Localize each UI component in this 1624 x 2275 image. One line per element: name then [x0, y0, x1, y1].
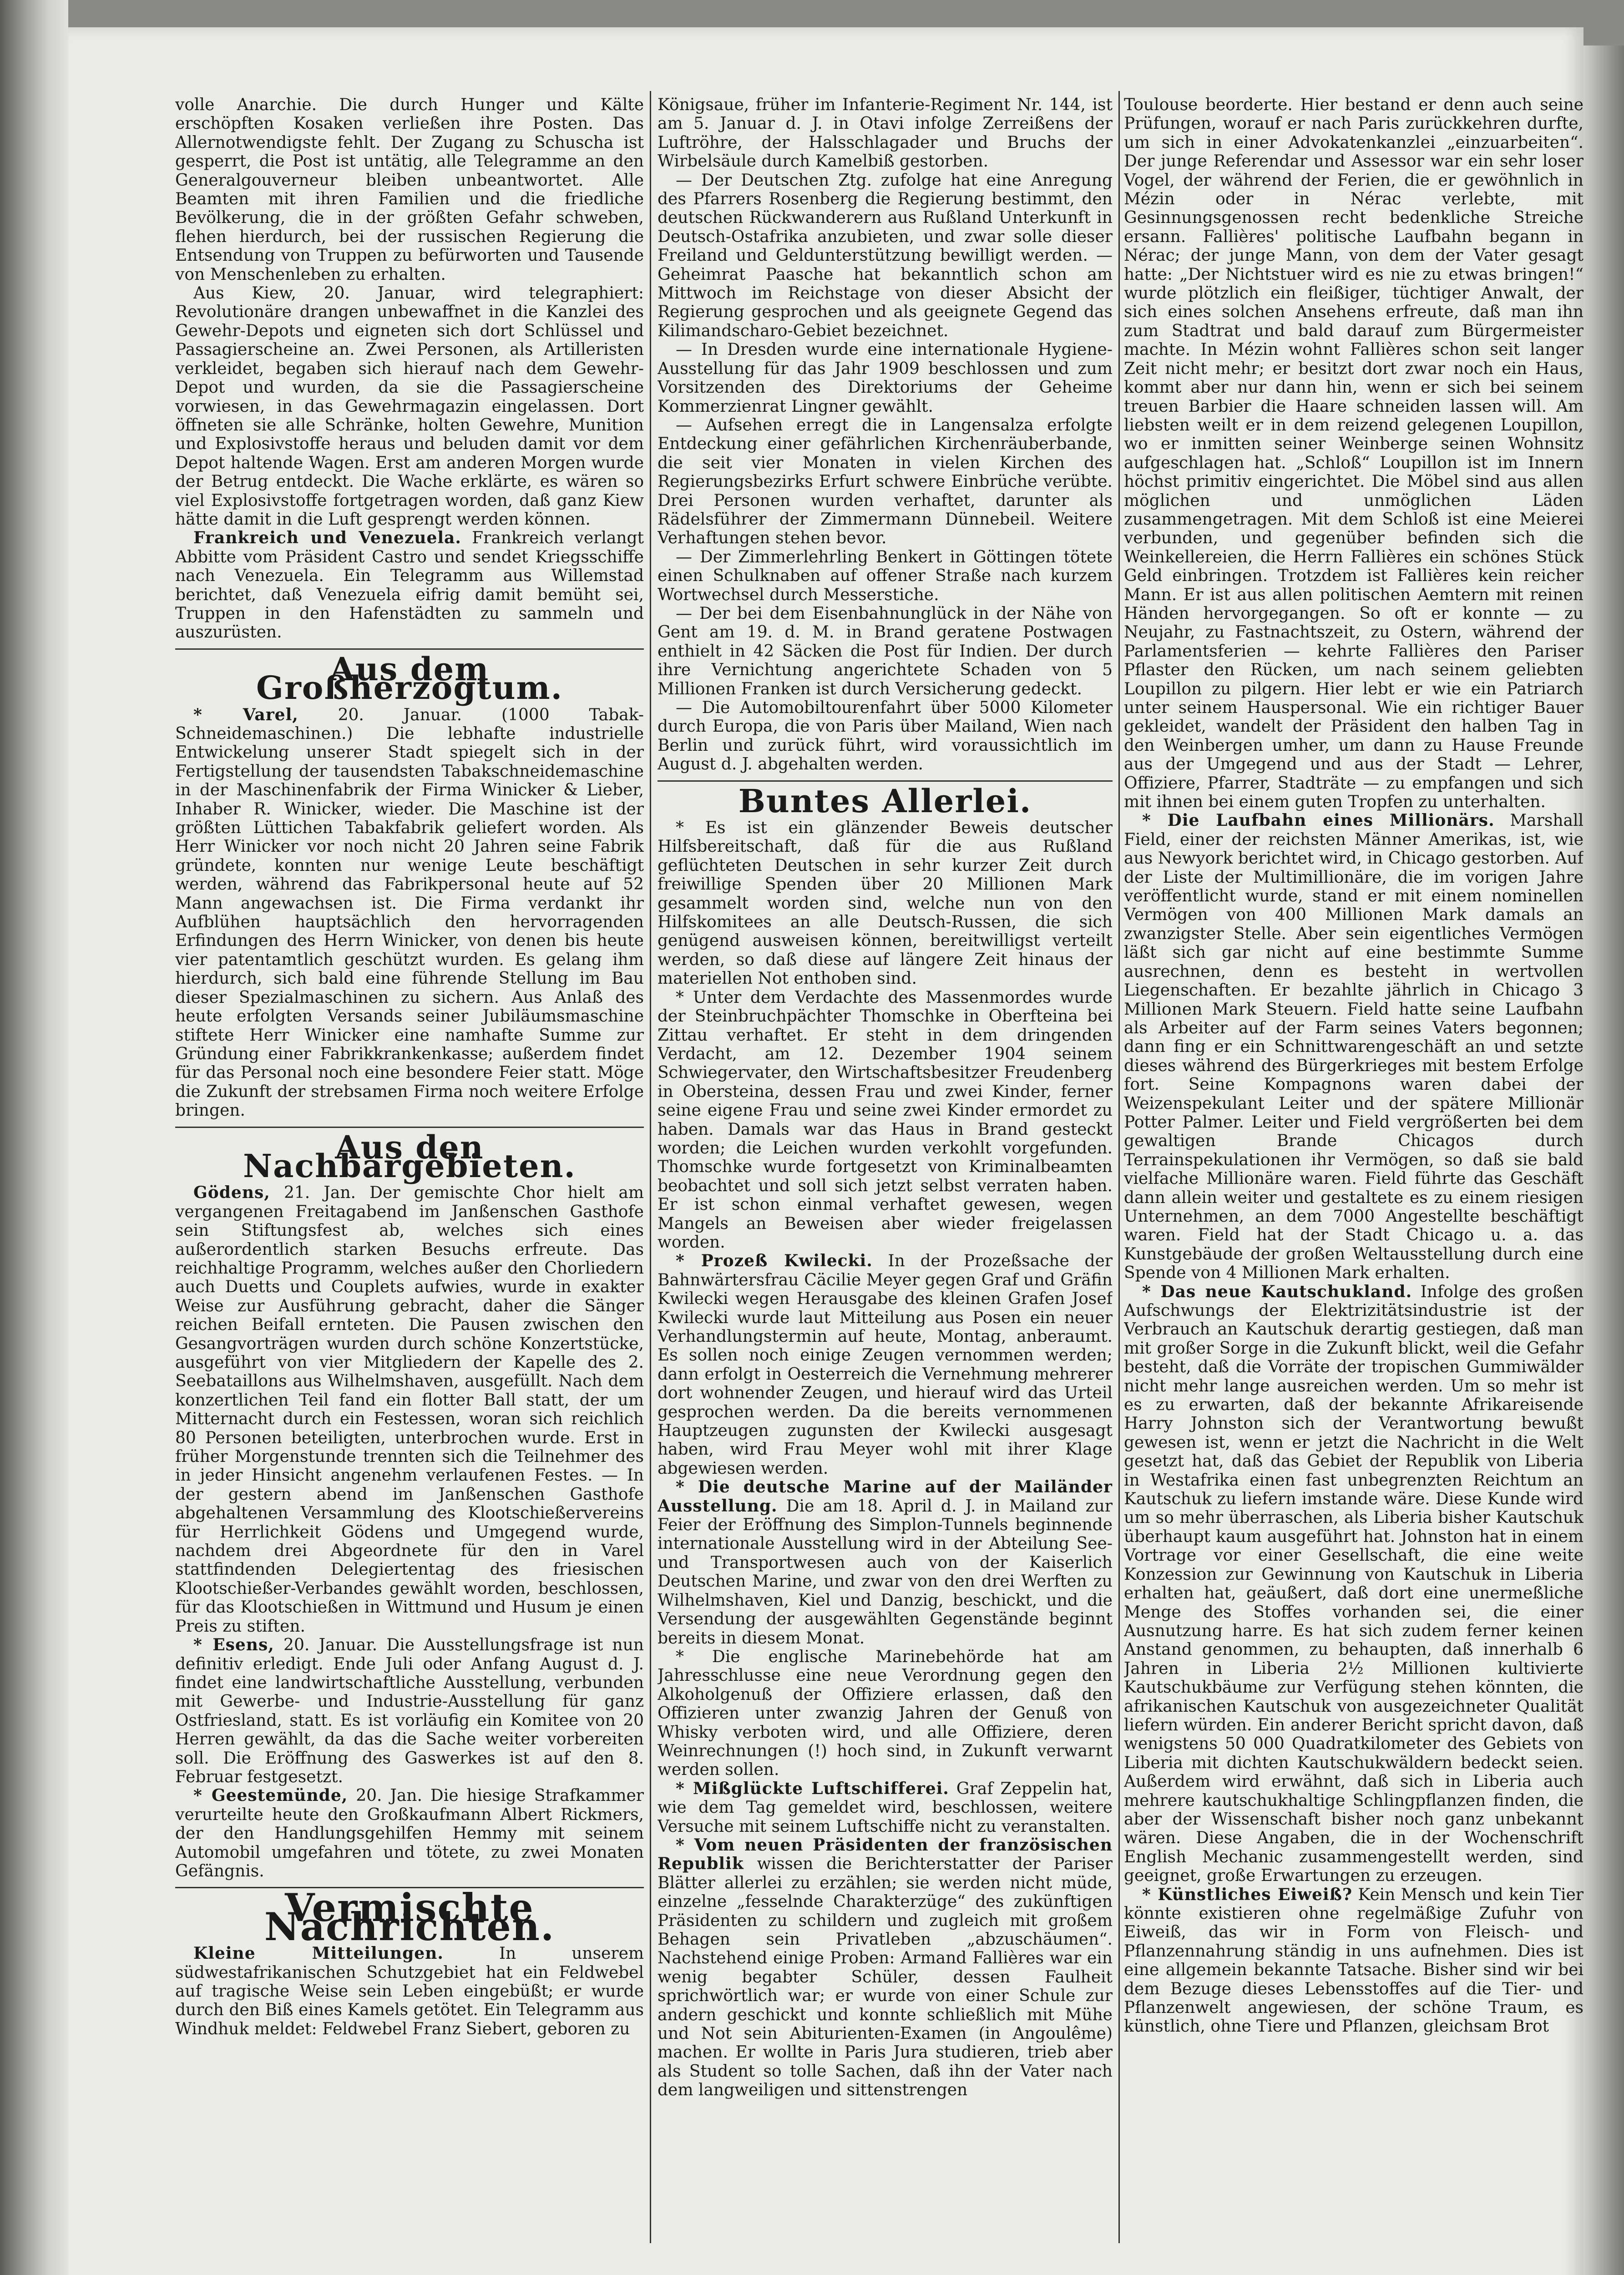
- article-headline: * Die Laufbahn eines Millionärs.: [1142, 811, 1495, 830]
- article-paragraph: * Es ist ein glänzender Beweis deutscher Hilfsbereitschaft, daß für die aus Rußland geflüchteten Deutschen in sehr kurzer Zeit durch freiwillige Spenden über 20 Millionen Mark gesammelt worden sind, welche nun von den Hilfskomitees an alle Deutsch-Russen, die sich genügend ausweisen können, bereitwilligst verteilt werden, so daß diese auf längere Zeit hinaus der materiellen Not enthoben sind.: [658, 819, 1113, 988]
- article-text: Marshall Field, einer der reichsten Männer Amerikas, ist, wie aus Newyork berichtet wird, in Chicago gestorben. Auf der Liste der Multimillionäre, die im vorigen Jahre veröffentlicht wurde, stand er mit einem nominellen Vermögen von 400 Millionen Mark damals an zwanzigster Stelle. Aber sein eigentliches Vermögen läßt sich gar nicht auf eine bestimmte Summe ausrechnen, denn es besteht in wertvollen Liegenschaften. Er bezahlte jährlich in Chicago 3 Millionen Mark Steuern. Field hatte seine Laufbahn als Arbeiter auf der Farm seines Vaters begonnen; dann fing er ein Schnittwarengeschäft an und setzte dieses während des Bürgerkrieges mit bestem Erfolge fort. Seine Kompagnons waren dabei der Weizenspekulant Leiter und der spätere Millionär Potter Palmer. Leiter und Field vergrößerten bei dem gewaltigen Brande Chicagos durch Terrainspekulationen ihr Vermögen, so daß sie bald vielfache Millionäre waren. Field führte das Geschäft dann allein weiter und gestaltete es zu einem riesigen Unternehmen, an dem 7000 Angestellte beschäftigt waren. Field hat der Stadt Chicago u. a. das Kunstgebäude der großen Weltausstellung durch eine Spende von 4 Millionen Mark erhalten.: [1124, 811, 1584, 1283]
- article-paragraph: — Der bei dem Eisenbahnunglück in der Nähe von Gent am 19. d. M. in Brand geratene Postwagen enthielt in 42 Säcken die Post für Indien. Der durch ihre Vernichtung angerichtete Schaden von 5 Millionen Franken ist durch Versicherung gedeckt.: [658, 604, 1113, 698]
- article-paragraph: — Aufsehen erregt die in Langensalza erfolgte Entdeckung einer gefährlichen Kirchenräuberbande, die seit vier Monaten in vielen Kirchen des Regierungsbezirks Erfurt schwere Einbrüche verübte. Drei Personen wurden verhaftet, darunter als Rädelsführer der Zimmermann Dünnebeil. Weitere Verhaftungen stehen bevor.: [658, 415, 1113, 548]
- article-headline: Frankreich und Venezuela.: [193, 528, 461, 548]
- article-paragraph: [1124, 1886, 1584, 2036]
- article-text: wissen die Berichterstatter der Pariser Blätter allerlei zu erzählen; sie werden nicht müde, einzelne „fesselnde Charakterzüge“ des zukünftigen Präsidenten zu schildern und zugleich mit großem Behagen sein Privatleben „abzuschäumen“. Nachstehend einige Proben: Armand Fallières war ein wenig begabter Schüler, dessen Faulheit sprichwörtlich war; er wurde von einer Schule zur andern geschickt und konnte schließlich mit Mühe und Not sein Abiturienten-Examen (in Angoulême) machen. Er wollte in Paris Jura studieren, trieb aber als Student so tolle Sachen, daß ihn der Vater nach dem langweiligen und sittenstrengen: [658, 1855, 1113, 2100]
- section-heading: Aus den Nachbargebieten.: [243, 1128, 576, 1185]
- section-divider: [175, 648, 644, 650]
- column-rule: [1118, 91, 1120, 2243]
- article-paragraph: [658, 1252, 1113, 1478]
- article-headline: Kleine Mitteilungen.: [193, 1944, 444, 1963]
- page-edge: [1584, 46, 1624, 2275]
- article-headline: * Das neue Kautschukland.: [1142, 1282, 1412, 1301]
- article-paragraph: — Der Deutschen Ztg. zufolge hat eine Anregung des Pfarrers Rosenberg die Regierung bestimmt, den deutschen Rückwanderern aus Rußland Unterkunft in Deutsch-Ostafrika anzubieten, und zwar solle dieser Freiland und Geldunterstützung bewilligt werden. — Geheimrat Paasche hat bekanntlich schon am Mittwoch im Reichstage von dieser Absicht der Regierung gesprochen und als geeignete Gegend das Kilimandscharo-Gebiet bezeichnet.: [658, 171, 1113, 340]
- article-paragraph: [175, 1786, 644, 1881]
- article-paragraph: Aus Kiew, 20. Januar, wird telegraphiert: Revolutionäre drangen unbewaffnet in die Kanzlei des Gewehr-Depots und eigneten sich dort Schlüssel und Passagierscheine an. Zwei Personen, als Artilleristen verkleidet, begaben sich hierauf nach dem Gewehr-Depot und wurden, da sie die Passagierscheine vorwiesen, in das Gewehrmagazin eingelassen. Dort öffneten sie alle Schränke, holten Gewehre, Munition und Explosivstoffe heraus und beluden damit vor dem Depot haltende Wagen. Erst am anderen Morgen wurde der Betrug entdeckt. Die Wache erklärte, es wären so viel Explosivstoffe fortgetragen worden, daß ganz Kiew hätte damit in die Luft gesprengt werden können.: [175, 284, 644, 529]
- column-3: [1124, 96, 1584, 2243]
- article-paragraph: [658, 1478, 1113, 1648]
- article-headline: * Geestemünde,: [193, 1786, 348, 1805]
- article-text: Frankreich verlangt Abbitte vom Präsident Castro und sendet Kriegsschiffe nach Venezuela. Ein Telegramm aus Willemstad berichtet, daß Venezuela eifrig damit bemüht sei, Truppen in den Hafenstädten zu sammeln und auszurüsten.: [175, 529, 644, 642]
- section-divider: [658, 780, 1113, 782]
- article-text: 20. Jan. Die hiesige Strafkammer verurteilte heute den Großkaufmann Albert Rickmers, der den Handlungsgehilfen Hemmy mit seinem Automobil umgefahren und tötete, zu zwei Monaten Gefängnis.: [175, 1786, 644, 1881]
- article-text: Graf Zeppelin hat, wie dem Tag gemeldet wird, beschlossen, weitere Versuche mit seinem Luftschiffe nicht zu veranstalten.: [658, 1779, 1113, 1836]
- article-text: 21. Jan. Der gemischte Chor hielt am vergangenen Freitagabend im Janßenschen Gasthofe sein Stiftungsfest ab, welches sich eines außerordentlich starken Besuchs erfreute. Das reichhaltige Programm, welches außer den Chorliedern auch Duetts und Couplets aufwies, wurde in exakter Weise zur Ausführung gebracht, daher die Sänger reichen Beifall ernteten. Die Pausen zwischen den Gesangvorträgen wurden durch schöne Konzertstücke, ausgeführt von vier Mitgliedern der Kapelle des 2. Seebataillons aus Wilhelmshaven, ausgefüllt. Nach dem konzertlichen Teil fand ein flotter Ball statt, der um Mitternacht durch ein Festessen, woran sich reichlich 80 Personen beteiligten, unterbrochen wurde. Erst in früher Morgenstunde trennten sich die Teilnehmer des in jeder Hinsicht angenehm verlaufenen Festes. — In der gestern abend im Janßenschen Gasthofe abgehaltenen Versammlung des Klootschießervereins für Herrlichkeit Gödens und Umgegend wurde, nachdem drei Abgeordnete für den in Varel stattfindenden Delegiertentag des friesischen Klootschießer-Verbandes gewählt worden, beschlossen, für das Klootschießen in Wittmund und Husum je einen Preis zu stiften.: [175, 1183, 644, 1636]
- article-text: Die am 18. April d. J. in Mailand zur Feier der Eröffnung des Simplon-Tunnels beginnende internationale Ausstellung wird in der Abteilung See- und Transportwesen auch von der Kaiserlich Deutschen Marine, und zwar von den drei Werften zu Wilhelmshaven, Kiel und Danzig, beschickt, und die Versendung der ausgewählten Gegenstände beginnt bereits in diesem Monat.: [658, 1496, 1113, 1648]
- article-text: Kein Mensch und kein Tier könnte existieren ohne regelmäßige Zufuhr von Eiweiß, das wir in Form von Fleisch- und Pflanzennahrung ständig in uns aufnehmen. Dies ist eine allgemein bekannte Tatsache. Bisher sind wir bei dem Bezuge dieses Lebensstoffes auf die Tier- und Pflanzenwelt angewiesen, der schöne Traum, es künstlich, ohne Tiere und Pflanzen, gleichsam Brot: [1124, 1885, 1584, 2036]
- article-text: In der Prozeßsache der Bahnwärtersfrau Cäcilie Meyer gegen Graf und Gräfin Kwilecki wegen Herausgabe des kleinen Grafen Josef Kwilecki wurde laut Mitteilung aus Posen ein neuer Verhandlungstermin auf heute, Montag, anberaumt. Es sollen noch einige Zeugen vernommen werden; dann erfolgt in Oesterreich die Vernehmung mehrerer dort wohnender Zeugen, und hierauf wird das Urteil gesprochen werden. Da die bereits vernommenen Hauptzeugen zugunsten der Kwilecki ausgesagt haben, wird Frau Meyer wohl mit ihrer Klage abgewiesen werden.: [658, 1252, 1113, 1478]
- section-heading: Buntes Allerlei.: [738, 782, 1032, 820]
- article-headline: * Künstliches Eiweiß?: [1142, 1885, 1353, 1904]
- article-paragraph: [175, 1183, 644, 1636]
- article-paragraph: [658, 1780, 1113, 1836]
- article-text: 20. Januar. Die Ausstellungsfrage ist nun definitiv erledigt. Ende Juli oder Anfang August d. J. findet eine landwirtschaftliche Ausstellung, verbunden mit Gewerbe- und Industrie-Ausstellung für ganz Ostfriesland, statt. Es ist vorläufig ein Komitee von 20 Herren gewählt, da das die Sache weiter vorbereiten soll. Die Eröffnung des Gaswerkes ist auf den 8. Februar festgesetzt.: [175, 1636, 644, 1786]
- article-paragraph: [175, 1944, 644, 2038]
- article-headline: * Mißglückte Luftschifferei.: [676, 1779, 949, 1798]
- article-paragraph: Toulouse beorderte. Hier bestand er denn auch seine Prüfungen, worauf er nach Paris zurückkehren durfte, um sich in einer Advokatenkanzlei „einzuarbeiten“. Der junge Referendar und Assessor war ein sehr loser Vogel, der während der Ferien, die er gewöhnlich in Mézin oder in Nérac verlebte, mit Gesinnungsgenossen recht bedenkliche Streiche ersann. Fallières' politische Laufbahn begann in Nérac; der junge Mann, von dem der Vater gesagt hatte: „Der Nichtstuer wird es nie zu etwas bringen!“ wurde plötzlich ein fleißiger, tüchtiger Anwalt, der sich eines solchen Ansehens erfreute, daß man ihn zum Stadtrat und bald darauf zum Bürgermeister machte. In Mézin wohnt Fallières schon seit langer Zeit nicht mehr; er besitzt dort zwar noch ein Haus, kommt aber nur dann hin, wenn er sich bei seinem treuen Barbier die Haare schneiden lassen will. Am liebsten weilt er in dem reizend gelegenen Loupillon, wo er inmitten seiner Weinberge seinen Wohnsitz aufgeschlagen hat. „Schloß“ Loupillon ist im Innern höchst primitiv eingerichtet. Die Möbel sind aus allen möglichen und unmöglichen Läden zusammengetragen. Mit dem Schloß ist eine Meierei verbunden, und gegenüber befinden sich die Weinkellereien, die Herrn Fallières ein schönes Stück Geld einbringen. Trotzdem ist Fallières kein reicher Mann. Er ist aus allen politischen Aemtern mit reinen Händen hervorgegangen. So oft er konnte — zu Neujahr, zu Fastnachtszeit, zu Ostern, während der Parlamentsferien — kehrte Fallières den Pariser Pflaster den Rücken, um nach seinem geliebten Loupillon zu pilgern. Hier lebt er wie ein Patriarch unter seinem Hauspersonal. Wie ein richtiger Bauer gekleidet, wandelt der Präsident den halben Tag in den Weinbergen umher, um dann zu Hause Freunde aus der Umgegend und aus der Stadt — Lehrer, Offiziere, Pfarrer, Stadträte — zu empfangen und sich mit ihnen bei einem guten Tropfen zu unterhalten.: [1124, 96, 1584, 812]
- section-divider: [175, 1127, 644, 1128]
- article-headline: Gödens,: [193, 1183, 270, 1203]
- article-paragraph: [1124, 1283, 1584, 1886]
- article-paragraph: [175, 706, 644, 1120]
- article-paragraph: Königsaue, früher im Infanterie-Regiment Nr. 144, ist am 5. Januar d. J. in Otavi infolge Zerreißens der Luftröhre, der Halsschlagader und Bruchs der Wirbelsäule durch Kamelbiß gestorben.: [658, 96, 1113, 171]
- section-heading: Aus dem Großherzogtum.: [256, 650, 563, 707]
- article-paragraph: volle Anarchie. Die durch Hunger und Kälte erschöpften Kosaken verließen ihre Posten. Das Allernotwendigste fehlt. Der Zugang zu Schuscha ist gesperrt, die Post ist untätig, alle Telegramme an den Generalgouverneur bleiben unbeantwortet. Alle Beamten mit ihren Familien und die friedliche Bevölkerung, die in der größten Gefahr schweben, flehen hierdurch, bei der russischen Regierung die Entsendung von Truppen zu befürworten und Tausende von Menschenleben zu erhalten.: [175, 96, 644, 284]
- article-headline: * Die deutsche Marine auf der Mailänder Ausstellung.: [658, 1477, 1113, 1516]
- article-paragraph: [175, 529, 644, 642]
- section-heading: Vermischte Nachrichten.: [264, 1885, 555, 1949]
- article-headline: * Vom neuen Präsidenten der französischen Republik: [658, 1835, 1113, 1874]
- article-paragraph: — Die Automobiltourenfahrt über 5000 Kilometer durch Europa, die von Paris über Mailand, Wien nach Berlin und zurück führt, wird voraussichtlich im August d. J. abgehalten werden.: [658, 698, 1113, 774]
- article-paragraph: [1124, 811, 1584, 1282]
- column-2: [658, 96, 1113, 2243]
- article-text: In unserem südwestafrikanischen Schutzgebiet hat ein Feldwebel auf tragische Weise sein Leben eingebüßt; er wurde durch den Biß eines Kamels getötet. Ein Telegramm aus Windhuk meldet: Feldwebel Franz Siebert, geboren zu: [175, 1944, 644, 2038]
- article-paragraph: * Unter dem Verdachte des Massenmordes wurde der Steinbruchpächter Thomschke in Oberfteina bei Zittau verhaftet. Er steht in dem dringenden Verdacht, am 12. Dezember 1904 seinem Schwiegervater, den Wirtschaftsbesitzer Freudenberg in Obersteina, dessen Frau und zwei Kinder, ferner seine eigene Frau und seine zwei Kinder ermordet zu haben. Damals war das Haus in Brand gesteckt worden; die Leichen wurden verkohlt vorgefunden. Thomschke wurde fortgesetzt von Kriminalbeamten beobachtet und soll sich jetzt selbst verraten haben. Er ist schon einmal verhaftet gewesen, wegen Mangels an Beweisen aber wieder freigelassen worden.: [658, 988, 1113, 1252]
- column-rule: [650, 91, 651, 2243]
- article-paragraph: * Die englische Marinebehörde hat am Jahresschlusse eine neue Verordnung gegen den Alkoholgenuß der Offiziere erlassen, daß den Offizieren unter zwanzig Jahren der Genuß von Whisky verboten wird, und alle Offiziere, deren Weinrechnungen (!) hoch sind, in Zukunft verwarnt werden sollen.: [658, 1647, 1113, 1780]
- article-text: Infolge des großen Aufschwungs der Elektrizitätsindustrie ist der Verbrauch an Kautschuk derartig gestiegen, daß man mit großer Sorge in die Zukunft blickt, weil die Gefahr besteht, daß die Vorräte der tropischen Gummiwälder nicht mehr lange ausreichen werden. Um so mehr ist es zu erwarten, daß der bekannte Afrikareisende Harry Johnston sich der Verantwortung bewußt gewesen ist, wenn er jetzt die Nachricht in die Welt gesetzt hat, daß das Gebiet der Republik von Liberia in Westafrika einen fast unbegrenzten Reichtum an Kautschuk zu liefern imstande wäre. Diese Kunde wird um so mehr überraschen, als Liberia bisher Kautschuk überhaupt kaum ausgeführt hat. Johnston hat in einem Vortrage vor einer Gesellschaft, die eine weite Konzession zur Gewinnung von Kautschuk in Liberia erhalten hat, geäußert, daß dort eine unermeßliche Menge des Stoffes vorhanden sei, die einer Ausnutzung harre. Es hat sich zudem ferner keinen Anstand genommen, zu behaupten, daß innerhalb 6 Jahren in Liberia 2½ Millionen kultivierte Kautschukbäume zur Verfügung stehen könnten, die afrikanischen Kautschuk von ausgezeichneter Qualität liefern würden. Ein anderer Bericht spricht davon, daß wenigstens 50 000 Quadratkilometer des Gebiets von Liberia mit dichten Kautschukwäldern bedeckt seien. Außerdem wird erwähnt, daß sich in Liberia auch mehrere kautschukhaltige Schlingpflanzen finden, die aber der Wissenschaft bisher noch ganz unbekannt wären. Diese Angaben, die in der Wochenschrift English Mechanic zusammengestellt werden, sind geeignet, große Erwartungen zu erzeugen.: [1124, 1282, 1584, 1886]
- article-headline: * Prozeß Kwilecki.: [676, 1251, 873, 1271]
- article-paragraph: [175, 1636, 644, 1786]
- article-paragraph: [658, 1836, 1113, 2100]
- article-headline: * Varel,: [193, 705, 298, 724]
- column-1: [175, 96, 644, 2243]
- article-text: 20. Januar. (1000 Tabak-Schneidemaschinen.) Die lebhafte industrielle Entwickelung unserer Stadt spiegelt sich in der Fertigstellung der tausendsten Tabakschneidemaschine in der Maschinenfabrik der Firma Winicker & Lieber, Inhaber R. Winicker, wieder. Die Maschine ist der größten Lüttichen Tabakfabrik geliefert worden. Als Herr Winicker vor noch nicht 20 Jahren seine Fabrik gründete, konnten nur wenige Leute beschäftigt werden, während das Fabrikpersonal heute auf 52 Mann angewachsen ist. Die Firma verdankt ihr Aufblühen hauptsächlich den hervorragenden Erfindungen des Herrn Winicker, von denen bis heute vier patentamtlich geschützt wurden. Es gelang ihm hierdurch, sich bald eine führende Stellung im Bau dieser Spezialmaschinen zu sichern. Aus Anlaß des heute erfolgten Versands seiner Jubiläumsmaschine stiftete Herr Winicker eine namhafte Summe zur Gründung einer Fabrikkrankenkasse; außerdem findet für das Personal noch eine besondere Feier statt. Möge die Zukunft der strebsamen Firma noch weitere Erfolge bringen.: [175, 705, 644, 1120]
- book-spine: [0, 0, 68, 2275]
- article-headline: * Esens,: [193, 1635, 274, 1655]
- article-paragraph: — In Dresden wurde eine internationale Hygiene-Ausstellung für das Jahr 1909 beschlossen und zum Vorsitzenden des Direktoriums der Geheime Kommerzienrat Lingner gewählt.: [658, 340, 1113, 416]
- article-paragraph: — Der Zimmerlehrling Benkert in Göttingen tötete einen Schulknaben auf offener Straße nach kurzem Wortwechsel durch Messerstiche.: [658, 547, 1113, 604]
